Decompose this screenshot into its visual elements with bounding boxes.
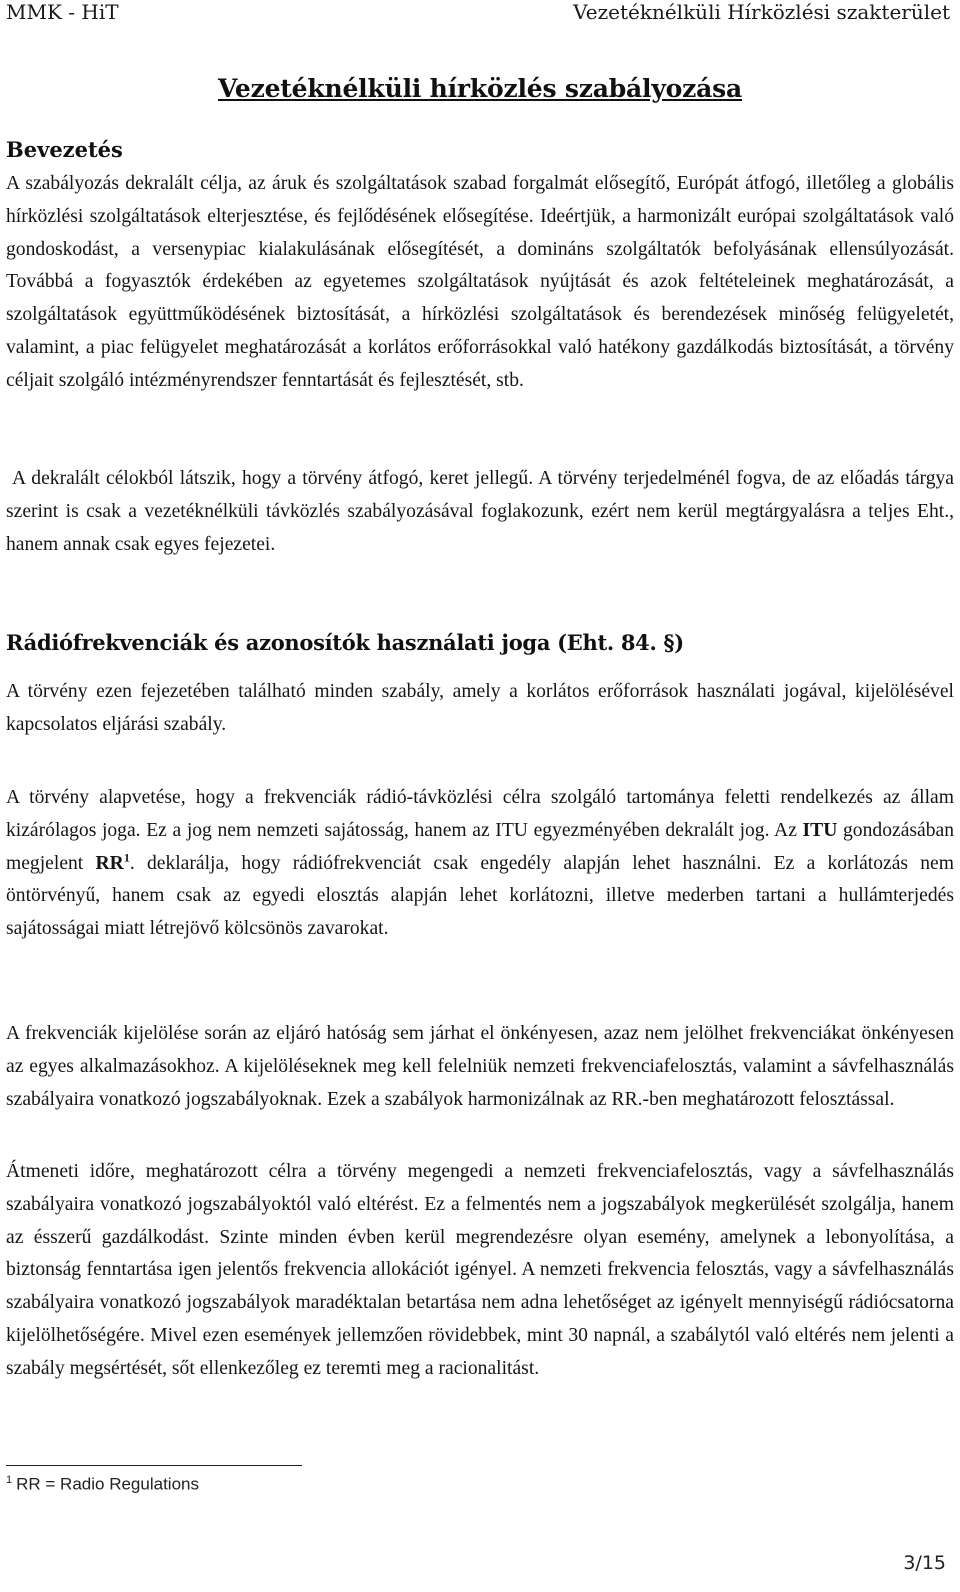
intro-paragraph-2 [6,463,954,561]
header-right-text: Vezetéknélküli Hírközlési szakterület [573,0,950,24]
footnote-reference[interactable]: 1 [123,850,130,865]
radio-paragraph-2 [6,782,954,946]
intro-paragraph-1 [6,168,954,398]
radio-p2-part-c: gondozásában megjelent [6,819,955,874]
footnote-number: 1 [6,1474,13,1486]
radio-section-heading: Rádiófrekvenciák és azonosítók használati joga (Eht. 84. §) [6,630,684,655]
intro-p2-part-b: A törvény terjedelménél fogva, de az előadás tárgya szerint is csak a vezetéknélküli távközlés szabályozásával foglakozunk, ezért nem kerül megtárgyalásra a teljes Eht., hanem annak csak egyes fejezetei. [6,468,954,555]
radio-p2-part-d: . deklarálja, hogy rádiófrekvenciát csak engedély alapján lehet használni. [129,852,774,874]
radio-p2-part-b: Ez a jog nem nemzeti sajátosság, hanem az ITU egyezményében dekralált jog. Az [146,819,803,841]
footnote [6,1474,199,1495]
page-header [0,0,960,28]
footnote-divider [6,1465,302,1466]
radio-p2-part-a: A törvény alapvetése, hogy a frekvenciák rádió-távközlési célra szolgáló tartománya feletti rendelkezés az állam kizárólagos joga. [6,787,954,841]
intro-heading: Bevezetés [6,137,123,162]
document-title: Vezetéknélküli hírközlés szabályozása [218,74,742,103]
radio-paragraph-3: A frekvenciák kijelölése során az eljáró hatóság sem járhat el önkényesen, azaz nem jelölhet frekvenciákat önkényesen az egyes alkalmazásokhoz. A kijelöléseknek meg kell felelniük nemzeti frekvenciafelosztás, valamint a sávfelhasználás szabályaira vonatkozó jogszabályoknak. Ezek a szabályok harmonizálnak az RR.-ben meghatározott felosztással. [6,1023,954,1110]
itu-term: ITU [802,819,838,841]
header-left-text: MMK - HiT [6,0,119,24]
radio-paragraph-4: Átmeneti időre, meghatározott célra a törvény megengedi a nemzeti frekvenciafelosztás, vagy a sávfelhasználás szabályaira vonatkozó jogszabályoktól való eltérést. Ez a felmentés nem a jogszabályok megkerülését szolgálja, hanem az ésszerű gazdálkodást. Szinte minden évben kerül megrendezésre olyan esemény, amelynek a lebonyolítása, a biztonság fenntartása igen jelentős frekvencia allokációt igényel. A nemzeti frekvencia felosztás, vagy a sávfelhasználás szabályaira vonatkozó jogszabályok maradéktalan betartása nem adna lehetőséget az igényelt mennyiségű rádiócsatorna kijelölhetőségére. Mivel ezen események jellemzően rövidebbek, mint 30 napnál, a szabálytól való eltérés nem jelenti a szabály megsértését, sőt ellenkezőleg ez teremti meg a racionalitást. [6,1161,954,1379]
footnote-text: RR = Radio Regulations [16,1474,199,1494]
intro-p1-part-c: Továbbá a fogyasztók érdekében az egyetemes szolgáltatások nyújtását és azok feltételeinek meghatározását, a szolgáltatások együttműködésének biztosítását, a hírközlési szolgáltatások és berendezések minőség felügyeletét, valamint, a piac felügyelet meghatározását a korlátos erőforrásokkal való hatékony gazdálkodás biztosítását, a törvény céljait szolgáló intézményrendszer fenntartását és fejlesztését, stb. [6,271,954,391]
radio-paragraph-1: A törvény ezen fejezetében található minden szabály, amely a korlátos erőforrások használati jogával, kijelölésével kapcsolatos eljárási szabály. [6,681,954,735]
page-number: 3/15 [903,1552,946,1574]
intro-p1-part-b: Ideértjük, a harmonizált európai szolgáltatások való gondoskodást, a versenypiac kialakulásának elősegítését, a domináns szolgáltatók befolyásának ellensúlyozását. [6,205,954,260]
rr-term: RR [95,852,124,874]
intro-p2-part-a: A dekralált célokból látszik, hogy a törvény átfogó, keret jellegű. [12,468,539,489]
intro-p1-part-a: A szabályozás dekralált célja, az áruk és szolgáltatások szabad forgalmát elősegítő, Európát átfogó, illetőleg a globális hírközlési szolgáltatások elterjesztése, és fejlődésének elősegítése. [6,173,954,227]
radio-p2-part-e: Ez a korlátozás nem öntörvényű, hanem csak az egyedi elosztás alapján lehet korlátozni, illetve mederben tartani a hullámterjedés sajátosságai miatt létrejövő kölcsönös zavarokat. [6,852,954,940]
